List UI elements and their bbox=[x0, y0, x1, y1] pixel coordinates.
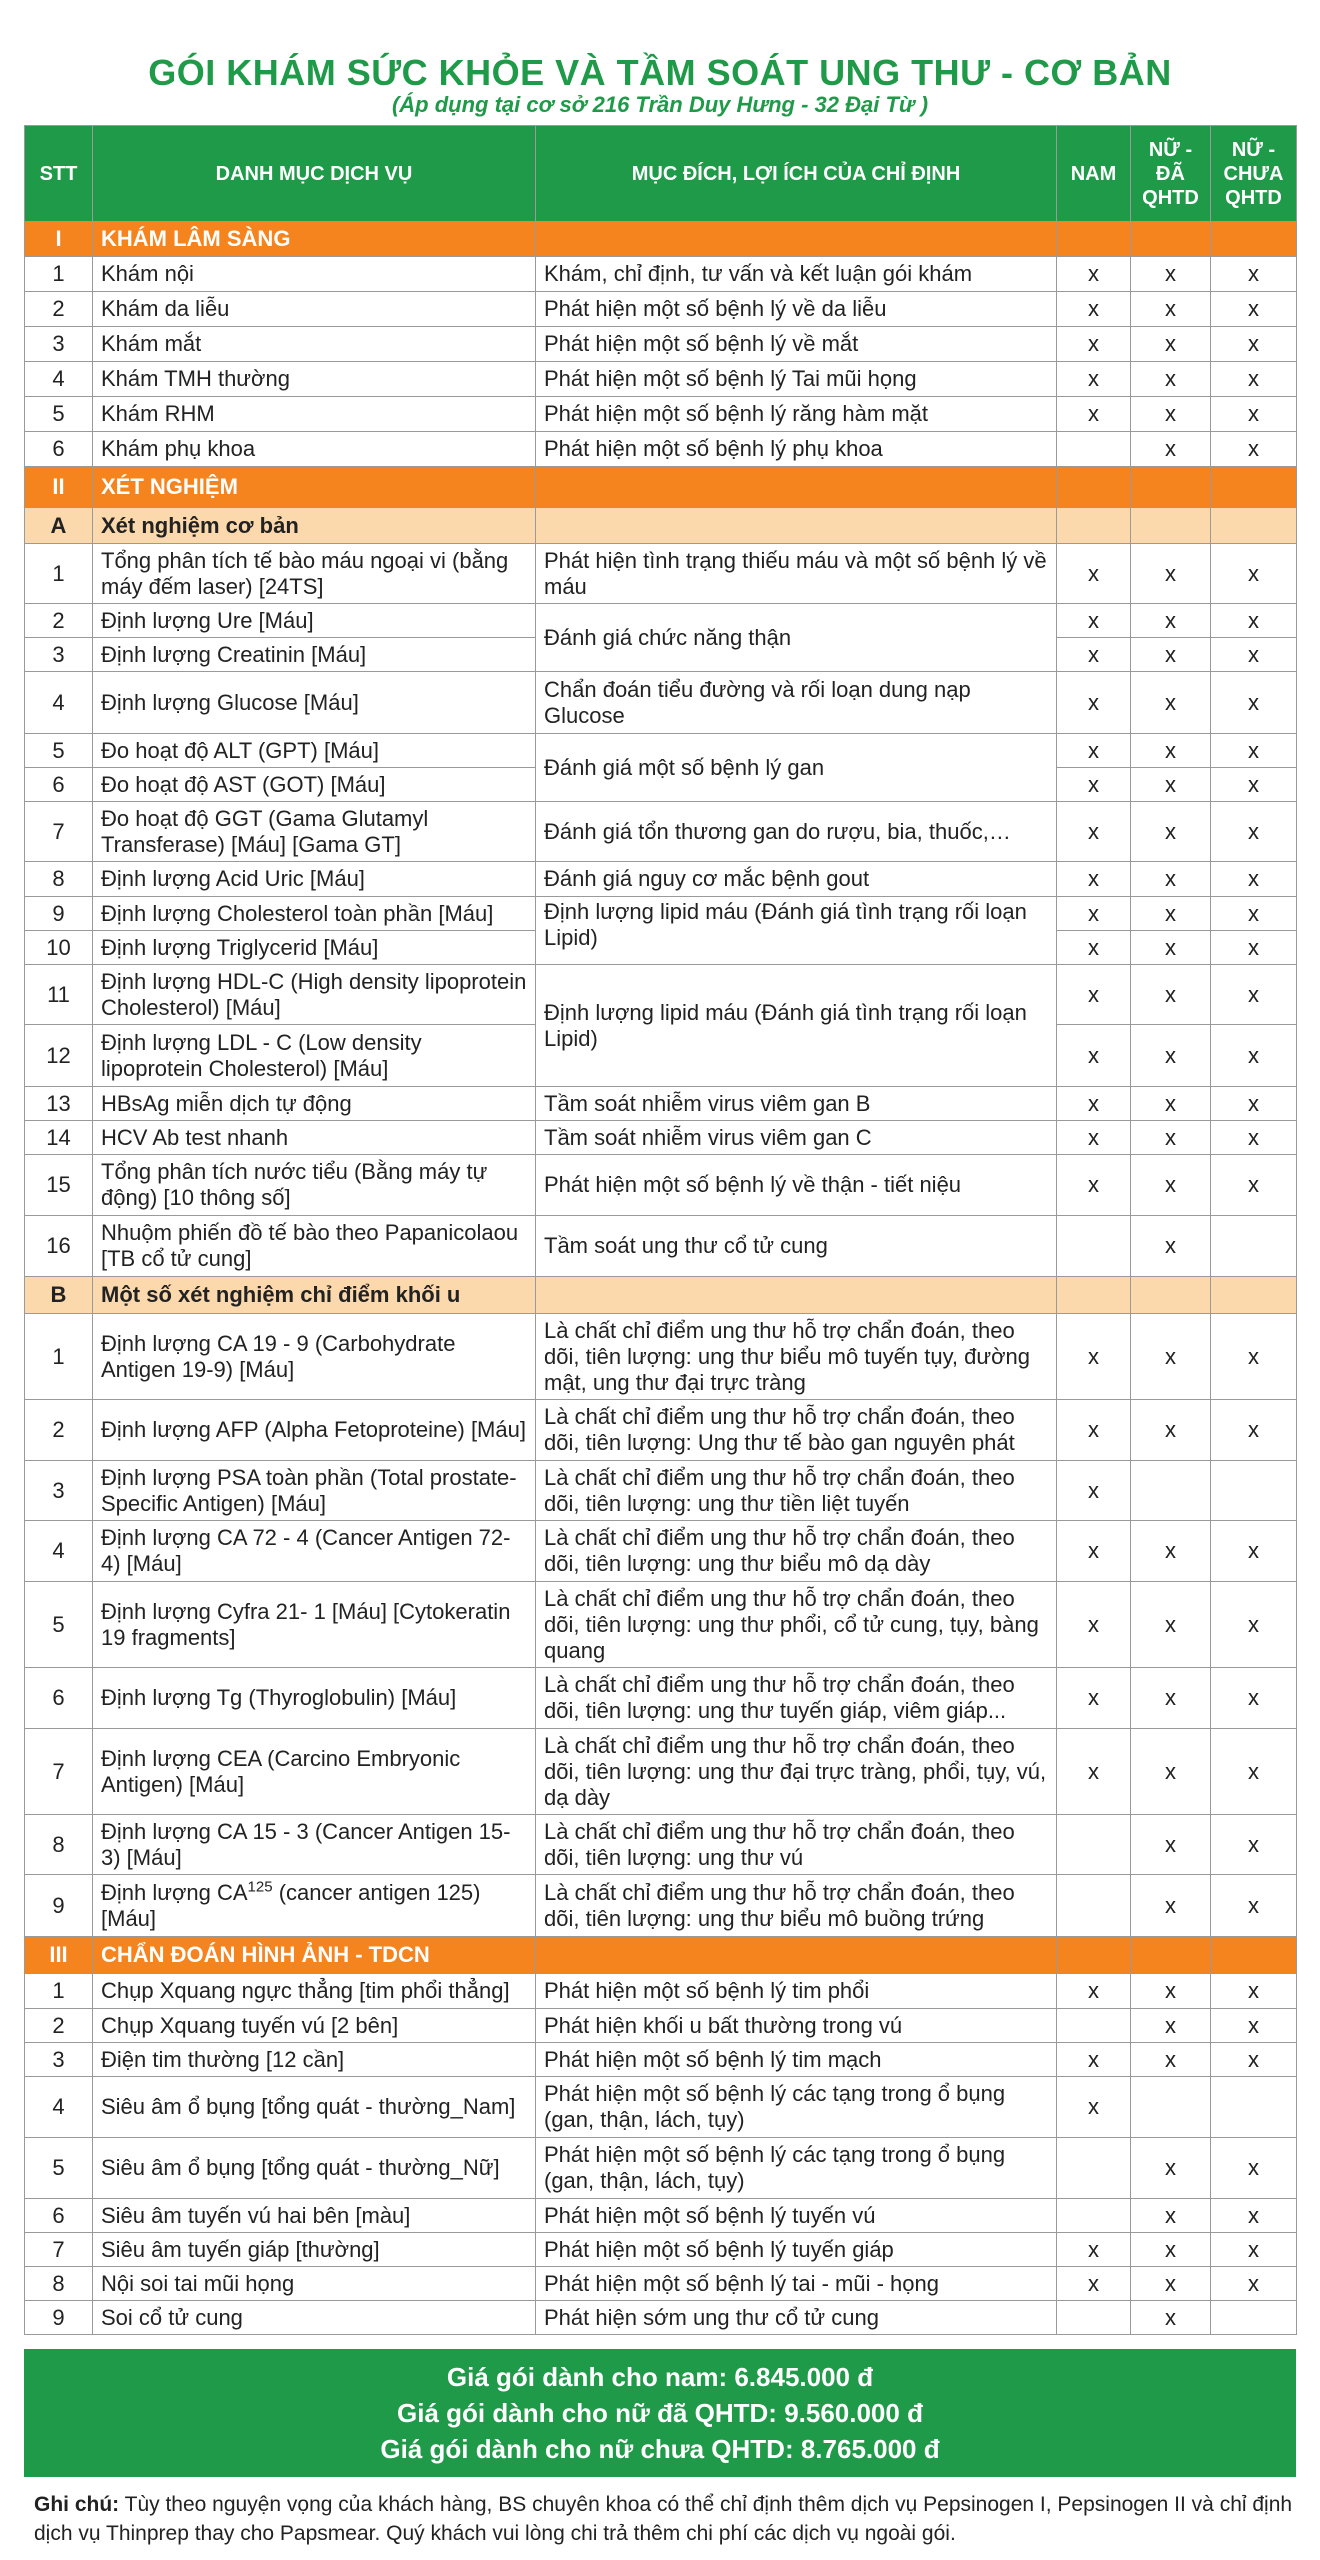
table-row: 4 Siêu âm ổ bụng [tổng quát - thường_Nam] Phát hiện một số bệnh lý các tạng trong ổ bụng (gan, thận, lách, tụy) x bbox=[25, 2077, 1297, 2138]
table-row: 6 Siêu âm tuyến vú hai bên [màu] Phát hiện một số bệnh lý tuyến vú x x bbox=[25, 2199, 1297, 2233]
section-name: KHÁM LÂM SÀNG bbox=[93, 222, 536, 257]
subsection-row bbox=[25, 1277, 1297, 1314]
header-nu-chua-qhtd bbox=[1211, 126, 1297, 222]
price-men: Giá gói dành cho nam: 6.845.000 đ bbox=[446, 2362, 874, 2392]
section-name: CHẨN ĐOÁN HÌNH ẢNH - TDCN bbox=[93, 1937, 536, 1974]
subsection-name: Một số xét nghiệm chỉ điểm khối u bbox=[93, 1277, 536, 1314]
header-nu-da-line1: NỮ - bbox=[1148, 138, 1193, 161]
table-row: 10 Định lượng Triglycerid [Máu] x x x bbox=[25, 931, 1297, 965]
table-row: 6 Định lượng Tg (Thyroglobulin) [Máu] Là chất chỉ điểm ung thư hỗ trợ chẩn đoán, theo dõi, tiên lượng: ung thư tuyến giáp, viêm giáp... x x x bbox=[25, 1668, 1297, 1729]
table-row: 16 Nhuộm phiến đồ tế bào theo Papanicolaou [TB cổ tử cung] Tầm soát ung thư cổ tử cung x bbox=[25, 1216, 1297, 1277]
section-num: I bbox=[25, 222, 93, 257]
table-row: 3 Định lượng PSA toàn phần (Total prostate-Specific Antigen) [Máu] Là chất chỉ điểm ung thư hỗ trợ chẩn đoán, theo dõi, tiên lượng: ung thư tiền liệt tuyến x bbox=[25, 1461, 1297, 1521]
section-row bbox=[25, 1937, 1297, 1974]
table-row: 4 Định lượng Glucose [Máu] Chẩn đoán tiểu đường và rối loạn dung nạp Glucose x x x bbox=[25, 672, 1297, 734]
table-row: 2 Chụp Xquang tuyến vú [2 bên] Phát hiện khối u bất thường trong vú x x bbox=[25, 2009, 1297, 2043]
table-row: 5 Khám RHM Phát hiện một số bệnh lý răng hàm mặt x x x bbox=[25, 397, 1297, 432]
table-row: 8 Định lượng CA 15 - 3 (Cancer Antigen 15- 3) [Máu] Là chất chỉ điểm ung thư hỗ trợ chẩn đoán, theo dõi, tiên lượng: ung thư vú x x bbox=[25, 1815, 1297, 1875]
table-row: 5 Định lượng Cyfra 21- 1 [Máu] [Cytokeratin 19 fragments] Là chất chỉ điểm ung thư hỗ trợ chẩn đoán, theo dõi, tiên lượng: ung thư phổi, cổ tử cung, tụy, bàng quang x x x bbox=[25, 1582, 1297, 1668]
table-row: 11 Định lượng HDL-C (High density lipoprotein Cholesterol) [Máu] Định lượng lipid máu (Đánh giá tình trạng rối loạn Lipid) x x x bbox=[25, 965, 1297, 1025]
subsection-name: Xét nghiệm cơ bản bbox=[93, 508, 536, 544]
table-row: 3 Định lượng Creatinin [Máu] x x x bbox=[25, 638, 1297, 672]
table-row: 1 Khám nội Khám, chỉ định, tư vấn và kết luận gói khám x x x bbox=[25, 257, 1297, 292]
price-women-no-qhtd: Giá gói dành cho nữ chưa QHTD: 8.765.000 đ bbox=[380, 2434, 940, 2464]
header-purpose: MỤC ĐÍCH, LỢI ÍCH CỦA CHỈ ĐỊNH bbox=[536, 126, 1057, 222]
price-women-qhtd: Giá gói dành cho nữ đã QHTD: 9.560.000 đ bbox=[397, 2398, 923, 2428]
table-row: 1 Định lượng CA 19 - 9 (Carbohydrate Antigen 19-9) [Máu] Là chất chỉ điểm ung thư hỗ trợ chẩn đoán, theo dõi, tiên lượng: ung thư biểu mô tuyến tụy, đường mật, ung thư đại trực tràng x x x bbox=[25, 1314, 1297, 1400]
header-nu-chua-line1: NỮ - bbox=[1231, 138, 1276, 161]
section-row bbox=[25, 222, 1297, 257]
table-row: 8 Định lượng Acid Uric [Máu] Đánh giá nguy cơ mắc bệnh gout x x x bbox=[25, 862, 1297, 897]
table-row: 14 HCV Ab test nhanh Tầm soát nhiễm virus viêm gan C x x x bbox=[25, 1121, 1297, 1155]
table-row: 8 Nội soi tai mũi họng Phát hiện một số bệnh lý tai - mũi - họng x x x bbox=[25, 2267, 1297, 2301]
header-nu-da-line3: QHTD bbox=[1142, 186, 1199, 209]
price-box bbox=[24, 2349, 1296, 2477]
table-row: 4 Khám TMH thường Phát hiện một số bệnh lý Tai mũi họng x x x bbox=[25, 362, 1297, 397]
table-row: 9 Định lượng CA$^{125}$ (cancer antigen 125) [Máu] Là chất chỉ điểm ung thư hỗ trợ chẩn đoán, theo dõi, tiên lượng: ung thư biểu mô buồng trứng x x bbox=[25, 1875, 1297, 1937]
header-service: DANH MỤC DỊCH VỤ bbox=[93, 126, 536, 222]
subsection-num: A bbox=[25, 508, 93, 544]
table-row: 6 Khám phụ khoa Phát hiện một số bệnh lý phụ khoa x x bbox=[25, 432, 1297, 467]
table-header-row bbox=[25, 126, 1297, 222]
note-text: Tùy theo nguyện vọng của khách hàng, BS chuyên khoa có thể chỉ định thêm dịch vụ Pepsinogen I, Pepsinogen II và chỉ định dịch vụ Thinprep thay cho Papsmear. Quý khách vui lòng chi trả thêm chi phí các dịch vụ ngoài gói. bbox=[34, 2493, 1293, 2545]
header-nu-chua-line2: CHƯA bbox=[1223, 162, 1284, 185]
subsection-num: B bbox=[25, 1277, 93, 1314]
header-nu-da-line2: ĐÃ bbox=[1156, 162, 1185, 185]
table-row: 1 Tổng phân tích tế bào máu ngoại vi (bằng máy đếm laser) [24TS] Phát hiện tình trạng thiếu máu và một số bệnh lý về máu x x x bbox=[25, 544, 1297, 604]
header-nu-chua-line3: QHTD bbox=[1225, 186, 1282, 209]
section-num: II bbox=[25, 467, 93, 508]
table-row: 9 Soi cổ tử cung Phát hiện sớm ung thư cổ tử cung x bbox=[25, 2301, 1297, 2335]
section-name: XÉT NGHIỆM bbox=[93, 467, 536, 508]
table-row: 2 Định lượng Ure [Máu] Đánh giá chức năng thận x x x bbox=[25, 604, 1297, 638]
table-row: 2 Khám da liễu Phát hiện một số bệnh lý về da liễu x x x bbox=[25, 292, 1297, 327]
service-table bbox=[24, 125, 1297, 2335]
header-nam: NAM bbox=[1057, 126, 1131, 222]
table-row: 9 Định lượng Cholesterol toàn phần [Máu] Định lượng lipid máu (Đánh giá tình trạng rối loạn Lipid) x x x bbox=[25, 897, 1297, 931]
table-row: 7 Định lượng CEA (Carcino Embryonic Antigen) [Máu] Là chất chỉ điểm ung thư hỗ trợ chẩn đoán, theo dõi, tiên lượng: ung thư đại trực tràng, phổi, tụy, vú, dạ dày x x x bbox=[25, 1729, 1297, 1815]
note-label: Ghi chú: bbox=[34, 2493, 120, 2516]
section-num: III bbox=[25, 1937, 93, 1974]
table-row: 12 Định lượng LDL - C (Low density lipoprotein Cholesterol) [Máu] x x x bbox=[25, 1025, 1297, 1087]
table-row: 7 Đo hoạt độ GGT (Gama Glutamyl Transferase) [Máu] [Gama GT] Đánh giá tổn thương gan do rượu, bia, thuốc,… x x x bbox=[25, 802, 1297, 862]
note bbox=[34, 2490, 1294, 2548]
table-row: 7 Siêu âm tuyến giáp [thường] Phát hiện một số bệnh lý tuyến giáp x x x bbox=[25, 2233, 1297, 2267]
table-row: 4 Định lượng CA 72 - 4 (Cancer Antigen 72- 4) [Máu] Là chất chỉ điểm ung thư hỗ trợ chẩn đoán, theo dõi, tiên lượng: ung thư biểu mô dạ dày x x x bbox=[25, 1521, 1297, 1582]
header-nu-da-qhtd bbox=[1131, 126, 1211, 222]
section-row bbox=[25, 467, 1297, 508]
table-row: 6 Đo hoạt độ AST (GOT) [Máu] x x x bbox=[25, 768, 1297, 802]
subsection-row bbox=[25, 508, 1297, 544]
table-row: 3 Điện tim thường [12 cần] Phát hiện một số bệnh lý tim mạch x x x bbox=[25, 2043, 1297, 2077]
page-subtitle: (Áp dụng tại cơ sở 216 Trần Duy Hưng - 32 Đại Từ ) bbox=[391, 92, 929, 117]
table-row: 5 Đo hoạt độ ALT (GPT) [Máu] Đánh giá một số bệnh lý gan x x x bbox=[25, 734, 1297, 768]
header-stt: STT bbox=[25, 126, 93, 222]
table-row: 5 Siêu âm ổ bụng [tổng quát - thường_Nữ] Phát hiện một số bệnh lý các tạng trong ổ bụng (gan, thận, lách, tụy) x x bbox=[25, 2138, 1297, 2199]
table-row: 1 Chụp Xquang ngực thẳng [tim phổi thẳng] Phát hiện một số bệnh lý tim phổi x x x bbox=[25, 1974, 1297, 2009]
page-title: GÓI KHÁM SỨC KHỎE VÀ TẦM SOÁT UNG THƯ - CƠ BẢN bbox=[148, 52, 1172, 93]
table-row: 15 Tổng phân tích nước tiểu (Bằng máy tự động) [10 thông số] Phát hiện một số bệnh lý về thận - tiết niệu x x x bbox=[25, 1155, 1297, 1216]
table-row: 2 Định lượng AFP (Alpha Fetoproteine) [Máu] Là chất chỉ điểm ung thư hỗ trợ chẩn đoán, theo dõi, tiên lượng: Ung thư tế bào gan nguyên phát x x x bbox=[25, 1400, 1297, 1461]
table-row: 13 HBsAg miễn dịch tự động Tầm soát nhiễm virus viêm gan B x x x bbox=[25, 1087, 1297, 1121]
table-row: 3 Khám mắt Phát hiện một số bệnh lý về mắt x x x bbox=[25, 327, 1297, 362]
